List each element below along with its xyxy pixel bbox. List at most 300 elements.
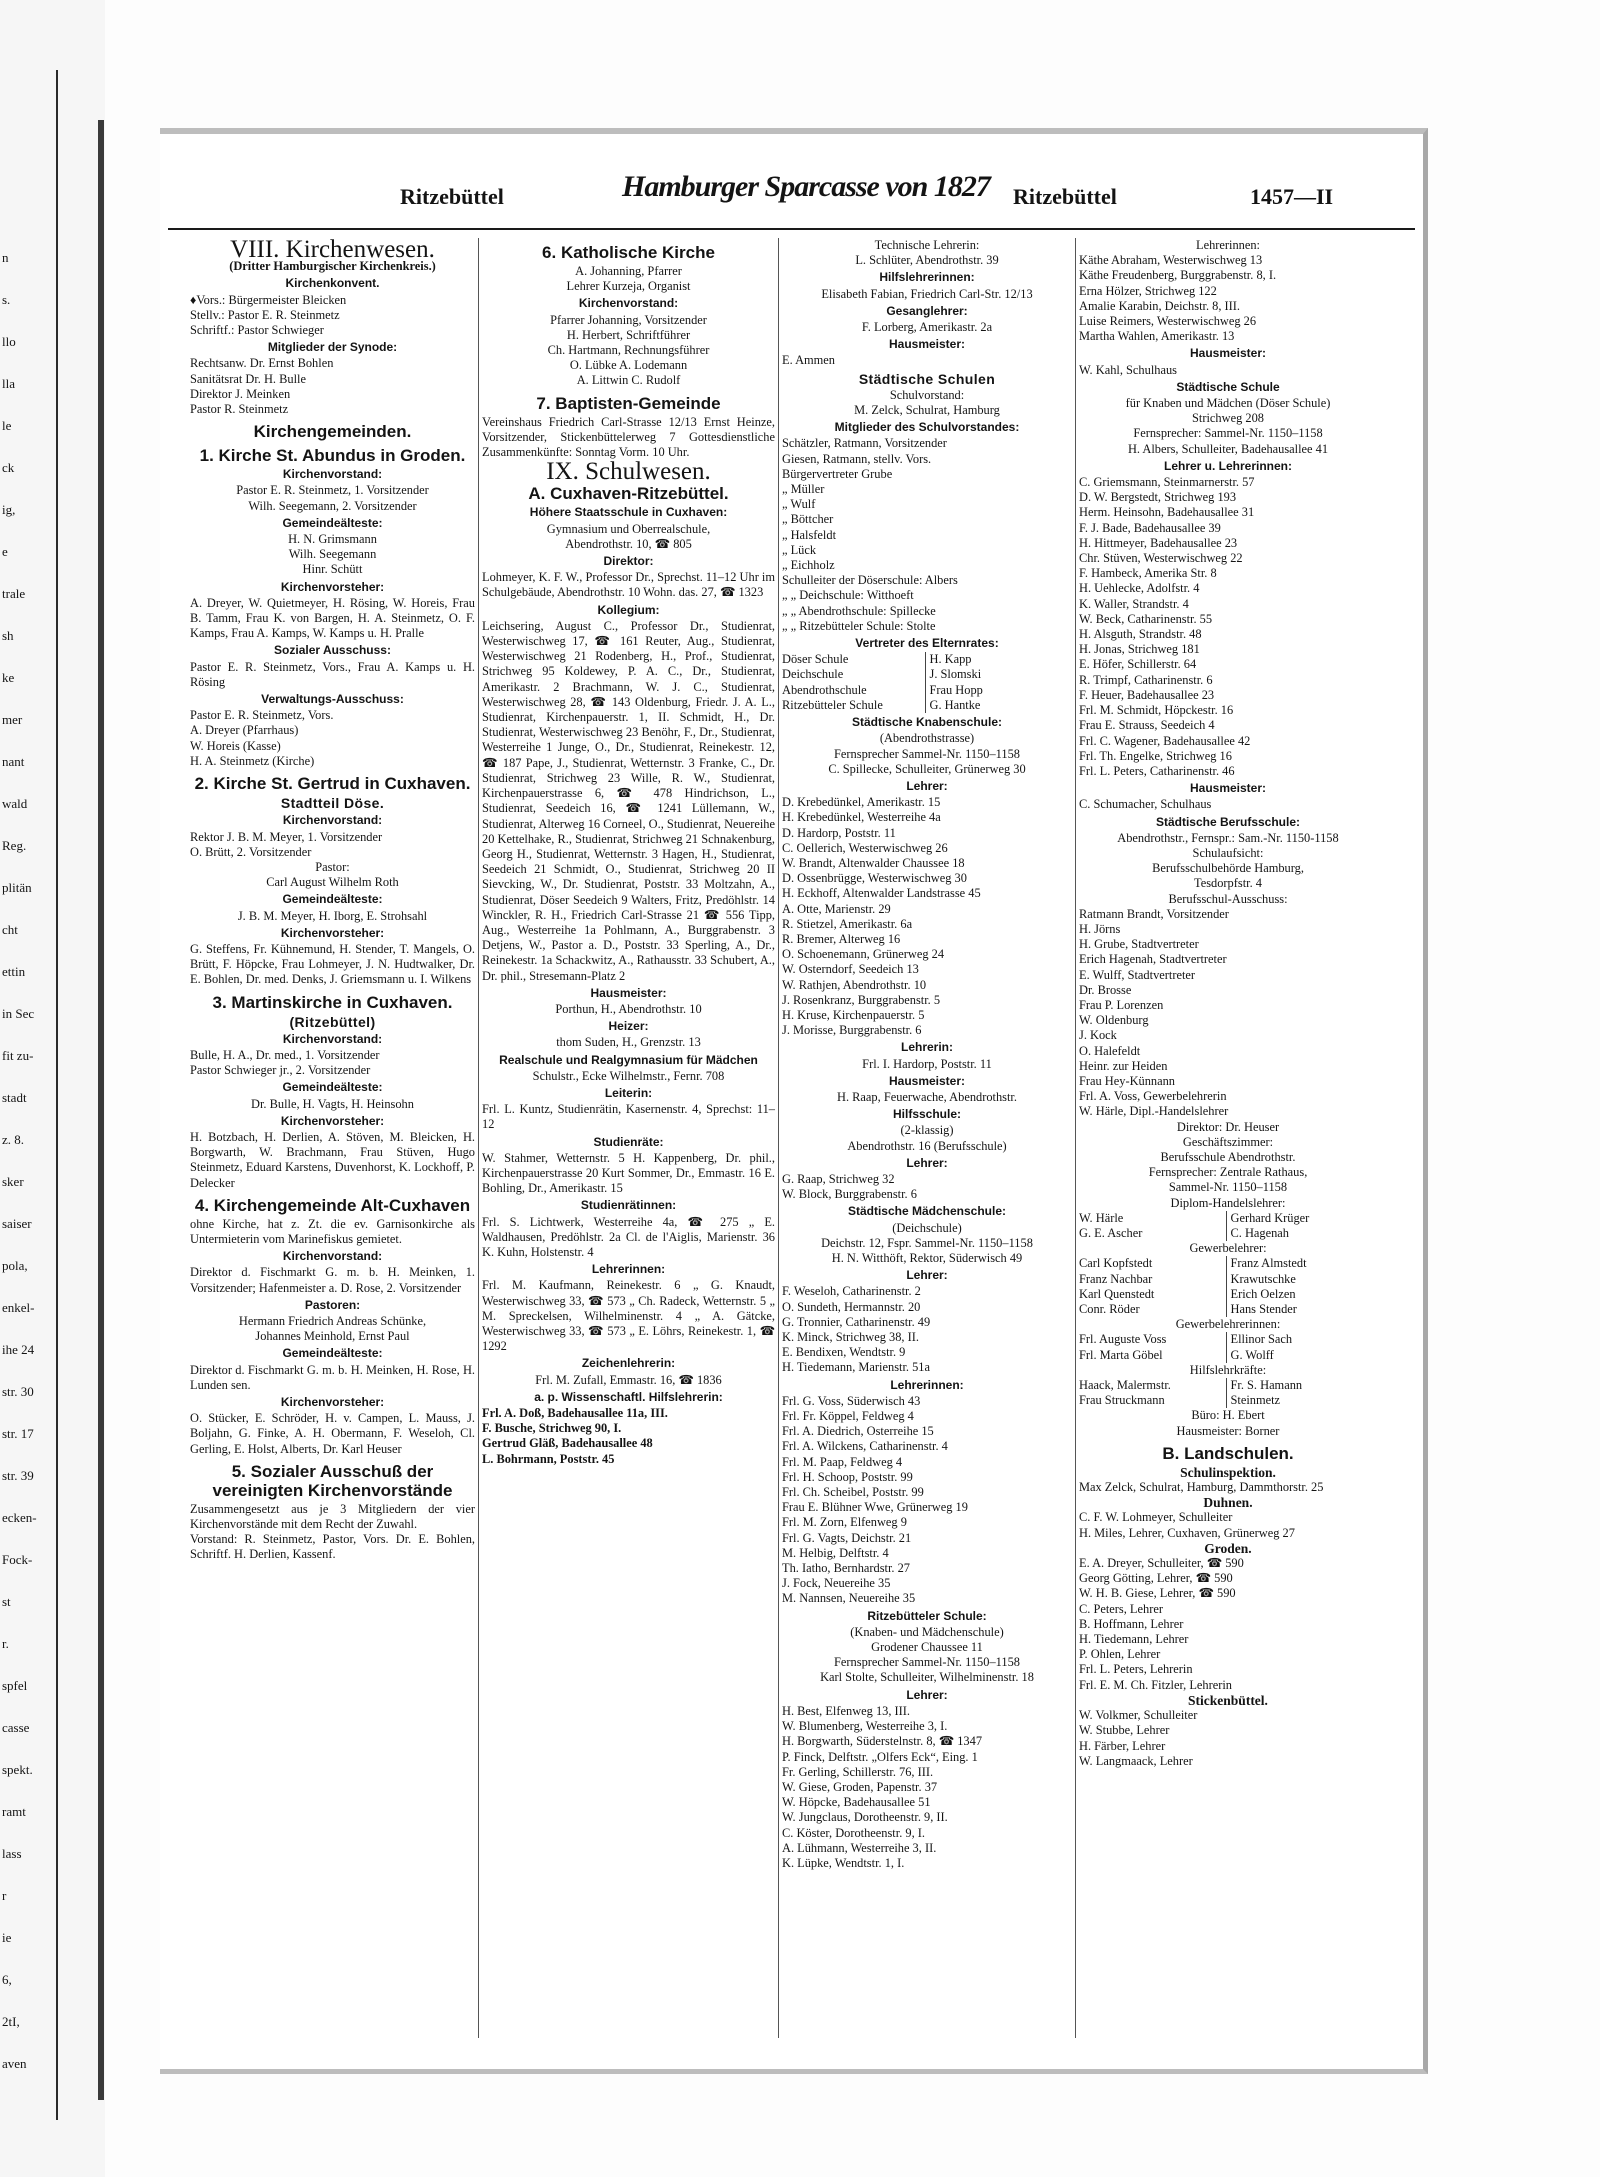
section-heading: Städtische Schule (1176, 379, 1280, 394)
list-item: Tesdorpfstr. 4 (1194, 876, 1262, 891)
left-page-margin (0, 0, 105, 2177)
text-line: Porthun, H., Abendrothstr. 10 (555, 1001, 702, 1016)
list-item: Berufsschulbehörde Hamburg, (1152, 861, 1304, 876)
list-item: H. N. Witthöft, Rektor, Süderwisch 49 (831, 1251, 1023, 1265)
list-item: F. J. Bade, Badehausallee 39 (1079, 520, 1221, 535)
gutter-fragment: ie (2, 1930, 12, 1945)
list-row (782, 698, 1072, 713)
gutter-fragment: sh (2, 628, 14, 643)
list-item: Fernsprecher Sammel-Nr. 1150–1158 (834, 746, 1020, 761)
list-item: H. A. Steinmetz (Kirche) (190, 753, 315, 768)
list-item: W. H. B. Giese, Lehrer, ☎ 590 (1079, 1586, 1236, 1601)
text-list (482, 264, 775, 294)
list-item: Herm. Heinsohn, Badehausallee 31 (1079, 505, 1255, 520)
list-cell: G. E. Ascher (1079, 1226, 1143, 1240)
section-heading: Hilfslehrerinnen: (879, 270, 975, 285)
paragraph: Zusammengesetzt aus je 3 Mitgliedern der vier Kirchenvorstände mit dem Recht der Zuwahl. (190, 1501, 475, 1532)
text-line: Carl August Wilhelm Roth (266, 875, 399, 890)
gutter-fragment: ihe 24 (2, 1342, 35, 1357)
gutter-fragment: in Sec (2, 1006, 35, 1021)
list-item: Frl. Th. Engelke, Strichweg 16 (1079, 748, 1232, 763)
label: Schulvorstand: (889, 387, 965, 402)
section-heading: Lehrerinnen: (890, 1377, 964, 1392)
label: Diplom-Handelslehrer: (1170, 1195, 1286, 1210)
two-column-list (1079, 1378, 1377, 1408)
text-list (482, 313, 775, 389)
list-item: Fernsprecher: Zentrale Rathaus, (1148, 1165, 1308, 1180)
section-heading: Vertreter des Elternrates: (855, 636, 999, 651)
list-cell: Frau Struckmann (1079, 1393, 1165, 1408)
section-heading: Kirchenvorstand: (282, 813, 383, 828)
list-item: Frl. G. Vagts, Deichstr. 21 (782, 1530, 912, 1545)
list-item: Pfarrer Johanning, Vorsitzender (550, 312, 707, 327)
list-item: W. Rathjen, Abendrothstr. 10 (782, 977, 927, 992)
list-item: Frl. E. M. Ch. Fitzler, Lehrerin (1079, 1677, 1232, 1692)
list-item: H. Hittmeyer, Badehausallee 23 (1079, 535, 1238, 550)
text-list (782, 1221, 1072, 1267)
list-item: F. Hambeck, Amerika Str. 8 (1079, 566, 1217, 581)
paragraph: Frl. S. Lichtwerk, Westerreihe 4a, ☎ 275 „ E. Waldhausen, Predöhlstr. 2a Cl. de l'Aiglis, Marienstr. 36 K. Kuhn, Holstenstr. 4 (482, 1214, 775, 1259)
list-item: Rektor J. B. M. Meyer, 1. Vorsitzender (190, 829, 383, 844)
gutter-fragment: e (2, 544, 8, 559)
section-title: 5. Sozialer Ausschuß der vereinigten Kirchenvorstände (212, 1461, 453, 1500)
gutter-fragment: ck (2, 460, 15, 475)
label: Gewerbelehrerinnen: (1175, 1317, 1281, 1332)
section-subtitle: Stadtteil Döse. (280, 795, 385, 812)
section-heading: Städtische Berufsschule: (1155, 814, 1301, 829)
gutter-fragment: str. 30 (2, 1384, 34, 1399)
list-cell: Ellinor Sach (1226, 1332, 1378, 1347)
list-item: Chr. Stüven, Westerwischweg 22 (1079, 551, 1243, 566)
list-cell: Karl Quenstedt (1079, 1286, 1155, 1301)
paragraph: A. Dreyer, W. Quietmeyer, H. Rösing, W. Horeis, Frau B. Tamm, Frau K. von Bargen, H. A. Steinmetz, O. F. Kamps, Frau A. Kamps, W. Kamps u. H. Pralle (190, 595, 475, 641)
text-line: E. Ammen (782, 353, 835, 368)
list-cell: Franz Nachbar (1079, 1271, 1153, 1286)
text-list (1079, 253, 1377, 344)
text-list (782, 795, 1072, 1038)
list-item: E. Höfer, Schillerstr. 64 (1079, 657, 1197, 672)
text-line: W. Kahl, Schulhaus (1079, 362, 1177, 377)
list-item: Amalie Karabin, Deichstr. 8, III. (1079, 298, 1241, 313)
list-cell: Frl. Auguste Voss (1079, 1332, 1167, 1347)
list-item: Hermann Friedrich Andreas Schünke, (238, 1313, 427, 1328)
label: Hilfslehrkräfte: (1189, 1362, 1267, 1377)
list-item: Pastor Schwieger jr., 2. Vorsitzender (190, 1063, 371, 1078)
list-item: W. Härle, Dipl.-Handelslehrer (1079, 1104, 1229, 1119)
paragraph: Frl. M. Kaufmann, Reinekestr. 6 „ G. Knaudt, Westerwischweg 33, ☎ 573 „ Ch. Radeck, Wetternstr. 5 „ M. Spreckelsen, Wilhelminenstr. 4 „ A. Gätcke, Westerwischweg 33, ☎ 573 „ E. Löhrs, Reinekestr. 1, ☎ 1292 (482, 1278, 775, 1354)
section-subtitle: (Ritzebüttel) (289, 1013, 376, 1030)
list-item: H. Herbert, Schriftführer (566, 327, 691, 342)
list-row (1079, 1272, 1377, 1287)
list-item: H. Borgwarth, Süderstelnstr. 8, ☎ 1347 (782, 1734, 983, 1749)
list-item: W. Langmaack, Lehrer (1079, 1753, 1193, 1768)
section-heading: Hausmeister: (1189, 346, 1267, 361)
list-item: A. Dreyer (Pfarrhaus) (190, 723, 299, 738)
text-list (782, 1284, 1072, 1375)
section-title: 3. Martinskirche in Cuxhaven. (212, 992, 453, 1012)
list-item: K. Lüpke, Wendtstr. 1, I. (782, 1855, 905, 1870)
list-item: „ Eichholz (782, 558, 835, 573)
column-2 (482, 238, 775, 1467)
list-item: F. Heuer, Badehausallee 23 (1079, 687, 1215, 702)
list-item: Pastor R. Steinmetz (190, 402, 289, 417)
section-heading: Mitglieder der Synode: (267, 340, 398, 355)
list-item: H. Alsguth, Strandstr. 48 (1079, 627, 1202, 642)
list-item: W. Block, Burggrabenstr. 6 (782, 1187, 917, 1202)
label: Technische Lehrerin: (874, 238, 980, 252)
section-heading: Gesanglehrer: (886, 303, 968, 318)
text-list (482, 1406, 775, 1467)
section-heading: Städtische Mädchenschule: (847, 1204, 1007, 1219)
two-column-list (1079, 1332, 1377, 1362)
text-line: Frl. I. Hardorp, Poststr. 11 (862, 1056, 992, 1071)
text-list (190, 293, 475, 339)
list-item: „ Wulf (782, 497, 816, 512)
section-heading: Kirchenvorsteher: (280, 925, 385, 940)
list-item: H. N. Grimsmann (288, 532, 377, 547)
list-item: W. Jungclaus, Dorotheenstr. 9, II. (782, 1810, 948, 1825)
chapter-title: VIII. Kirchenwesen. (230, 236, 435, 263)
list-cell: G. Hantke (925, 698, 1073, 713)
paragraph: Leichsering, August C., Professor Dr., Studienrat, Westerwischweg 17, ☎ 161 Reuter, Aug., Studienrat, Westerwischweg 21 Rodenberg, H., Prof., Studienrat, Strichweg 95 Koldewey, P. A. C., Dr., Studienrat, Amerikastr. 2 Brachmann, W. J. C., Studienrat, Westerwischweg 28, ☎ 143 Oldenburg, Friedr. J. A. L., Studienrat, Kirchenpauerstr. 1, II. Schmidt, H., Dr. Studienrat, Westerwischweg 23 Benöhr, F., Dr., Studienrat, Westerreihe 1 Junge, O., Dr., Studienrat, Reinekestr. 12, ☎ 187 Pape, J., Studienrat, Wetternstr. 3 Franke, C., Dr. Studienrat, Strichweg 23 Wille, R. W., Studienrat, Kirchenpauerstrasse 6, ☎ 478 Hindrichson, L., Studienrat, Seedeich 16, ☎ 1241 Lüllemann, W., Studienrat, Alterweg 16 Corneel, O., Studienrat, Neuereihe 20 Kettelhake, R., Studienrat, Strichweg 21 Schnakenburg, Georg H., Studienrat, Wetternstr. 3 Hagen, H., Studienrat, Seedeich 21 Schmidt, O., Studienrat, Strichweg 20 II Sievcking, W., Dr. Studienrat, Poststr. 33 Moltzahn, A., Studienrat, Döser Seedeich 9 Walters, Fritz, Predöhlstr. 14 Winckler, R. H., Friedrich Carl-Strasse 21 ☎ 556 Tipp, Aug., Westerreihe 1a Pohlmann, A., Burggrabenstr. 3 Detjens, W., Pastor a. D., Poststr. 33 Sperling, A., Dr., Reinekestr. 1a Schackwitz, A., Rathausstr. 33 Schubert, A., Dr. phil., Stresemann-Platz 2 (482, 618, 775, 983)
text-list (190, 1314, 475, 1344)
gutter-fragment: ke (2, 670, 15, 685)
list-item: H. Tiedemann, Marienstr. 51a (782, 1360, 930, 1375)
list-item: R. Stietzel, Amerikastr. 6a (782, 916, 913, 931)
list-item: (Deichschule) (892, 1220, 962, 1235)
list-item: D. Krebedünkel, Amerikastr. 15 (782, 795, 941, 810)
text-list (1079, 861, 1377, 891)
section-heading: Gemeindeälteste: (282, 1080, 383, 1095)
text-list (782, 1394, 1072, 1607)
list-item: Johannes Meinhold, Ernst Paul (255, 1329, 410, 1344)
column-divider (778, 238, 779, 2038)
list-item: Frl. A. Doß, Badehausallee 11a, III. (482, 1406, 668, 1421)
list-item: „ Halsfeldt (782, 527, 837, 542)
column-divider (478, 238, 479, 2038)
list-item: D. W. Bergstedt, Strichweg 193 (1079, 490, 1237, 505)
list-item: Erich Hagenah, Stadtvertreter (1079, 952, 1227, 967)
list-item: O. Sundeth, Hermannstr. 20 (782, 1299, 921, 1314)
list-item: C. Oellerich, Westerwischweg 26 (782, 840, 948, 855)
list-item: Frl. A. Diedrich, Osterreihe 15 (782, 1424, 934, 1439)
list-item: Abendrothstr. 16 (Berufsschule) (847, 1138, 1007, 1153)
section-heading: Lehrer u. Lehrerinnen: (1163, 458, 1293, 473)
gutter-fragment: pola, (2, 1258, 28, 1273)
list-item: Martha Wahlen, Amerikastr. 13 (1079, 329, 1235, 344)
list-row (1079, 1211, 1377, 1226)
gutter-fragment: ramt (2, 1804, 26, 1819)
section-heading: Zeichenlehrerin: (581, 1356, 676, 1371)
list-item: W. Oldenburg (1079, 1013, 1149, 1028)
section-heading: Hausmeister: (590, 985, 667, 1000)
header-rule (168, 228, 1415, 230)
paragraph: Frl. L. Kuntz, Studienrätin, Kasernenstr. 4, Sprechst: 11–12 (482, 1102, 775, 1132)
section-title: 6. Katholische Kirche (542, 243, 715, 262)
paragraph: Pastor E. R. Steinmetz, Vors., Frau A. Kamps u. H. Rösing (190, 659, 475, 689)
section-heading: Lehrerinnen: (591, 1262, 666, 1277)
list-row (782, 683, 1072, 698)
list-item: M. Nannsen, Neuereihe 35 (782, 1591, 916, 1606)
section-heading: Pastoren: (304, 1297, 361, 1312)
text-line: Büro: H. Ebert (1191, 1408, 1265, 1423)
list-cell: Deichschule (782, 667, 844, 682)
paragraph: O. Stücker, E. Schröder, H. v. Campen, L. Mauss, J. Boljahn, G. Finke, A. H. Obermann, F. Weseloh, Cl. Gerling, E. Holst, Alberts, Dr. Karl Heuser (190, 1411, 475, 1456)
list-item: J. Fock, Neuereihe 35 (782, 1576, 891, 1591)
list-item: O. Lübke A. Lodemann (569, 358, 688, 373)
list-item: J. Rosenkranz, Burggrabenstr. 5 (782, 992, 941, 1007)
gutter-fragment: str. 17 (2, 1426, 34, 1441)
list-item: A. Littwin C. Rudolf (576, 373, 681, 388)
gutter-fragment: plitän (2, 880, 32, 895)
section-heading: Groden. (1204, 1540, 1252, 1556)
list-item: Frl. L. Peters, Catharinenstr. 46 (1079, 763, 1235, 778)
gutter-fragment: fit zu- (2, 1048, 34, 1063)
text-line: C. Schumacher, Schulhaus (1079, 797, 1212, 812)
text-list (482, 522, 775, 552)
section-heading: Studienräte: (593, 1134, 664, 1149)
list-row (782, 652, 1072, 667)
list-item: Direktor J. Meinken (190, 386, 291, 401)
text-list (190, 830, 475, 860)
section-heading: Lehrer: (906, 1155, 948, 1170)
list-item: H. Best, Elfenweg 13, III. (782, 1703, 911, 1718)
list-item: Deichstr. 12, Fspr. Sammel-Nr. 1150–1158 (821, 1235, 1033, 1250)
text-list (190, 1048, 475, 1078)
list-item: Frau P. Lorenzen (1079, 997, 1164, 1012)
list-item: Fr. Gerling, Schillerstr. 76, III. (782, 1764, 934, 1779)
gutter-fragment: ecken- (2, 1510, 37, 1525)
list-row (1079, 1348, 1377, 1363)
gutter-fragment: spekt. (2, 1762, 33, 1777)
section-heading: Kirchenvorsteher: (280, 1395, 385, 1409)
section-heading: Kirchenvorstand: (578, 296, 679, 311)
list-item: H. Uehlecke, Adolfstr. 4 (1079, 581, 1200, 596)
label: Schulaufsicht: (1192, 845, 1264, 860)
list-item: Frl. Fr. Köppel, Feldweg 4 (782, 1409, 914, 1424)
list-item: A. Otte, Marienstr. 29 (782, 901, 891, 916)
text-line: Direktor: Dr. Heuser (1176, 1119, 1280, 1134)
gutter-fragment: Reg. (2, 838, 27, 853)
list-cell: Fr. S. Hamann (1226, 1378, 1378, 1393)
list-row (1079, 1287, 1377, 1302)
text-line: Elisabeth Fabian, Friedrich Carl-Str. 12/13 (821, 286, 1033, 301)
list-item: A. Johanning, Pfarrer (575, 264, 682, 278)
list-cell: W. Härle (1079, 1210, 1124, 1225)
list-item: Hinr. Schütt (302, 562, 363, 577)
page-header (160, 168, 1423, 224)
list-item: W. Blumenberg, Westerreihe 3, I. (782, 1719, 948, 1734)
list-item: C. Spillecke, Schulleiter, Grünerweg 30 (828, 761, 1026, 776)
section-heading: Kirchenvorsteher: (280, 1113, 385, 1128)
list-cell: H. Kapp (925, 652, 1073, 667)
list-item: A. Lühmann, Westerreihe 3, II. (782, 1840, 937, 1855)
column-4 (1079, 238, 1377, 1769)
text-list (1079, 907, 1377, 1120)
list-item: O. Brütt, 2. Vorsitzender (190, 844, 312, 859)
text-list (190, 532, 475, 578)
list-item: H. Grube, Stadtvertreter (1079, 937, 1199, 952)
paragraph: ohne Kirche, hat z. Zt. die ev. Garnisonkirche als Untermieterin vom Marinefiskus gemietet. (190, 1216, 475, 1246)
section-heading: Städtische Knabenschule: (851, 715, 1003, 730)
section-title: 1. Kirche St. Abundus in Groden. (199, 446, 466, 466)
list-item: Schulleiter der Döserschule: Albers (782, 573, 958, 588)
text-list (782, 1123, 1072, 1153)
section-heading: Hausmeister: (1189, 781, 1267, 796)
list-item: C. Griemsmann, Steinmarnerstr. 57 (1079, 475, 1255, 490)
list-item: Dr. Brosse (1079, 982, 1132, 997)
text-list (190, 483, 475, 513)
text-list (782, 1625, 1072, 1686)
list-item: J. Kock (1079, 1028, 1117, 1043)
section-heading: Gemeindeälteste: (282, 892, 383, 907)
gutter-fragment: 6, (2, 1972, 12, 1987)
column-divider (1075, 238, 1076, 2038)
list-cell: Hans Stender (1226, 1302, 1378, 1317)
list-item: D. Ossenbrügge, Westerwischweg 30 (782, 871, 967, 886)
list-item: H. Tiedemann, Lehrer (1079, 1632, 1189, 1647)
section-heading: Stickenbüttel. (1188, 1692, 1268, 1708)
list-cell: Haack, Malermstr. (1079, 1378, 1171, 1393)
list-item: Käthe Abraham, Westerwischweg 13 (1079, 253, 1263, 268)
text-line: F. Lorberg, Amerikastr. 2a (861, 320, 993, 335)
list-item: Frau E. Strauss, Seedeich 4 (1079, 718, 1215, 733)
list-item: Frl. A. Voss, Gewerbelehrerin (1079, 1089, 1227, 1104)
list-row (1079, 1256, 1377, 1271)
section-heading: Schulinspektion. (1180, 1464, 1276, 1480)
list-item: D. Hardorp, Poststr. 11 (782, 825, 896, 840)
section-title: Kirchengemeinden. (253, 422, 412, 442)
list-item: Frl. M. Schmidt, Höpckestr. 16 (1079, 703, 1234, 718)
text-list (1079, 1708, 1377, 1769)
gutter-fragment: s. (2, 292, 11, 307)
list-item: Schriftf.: Pastor Schwieger (190, 323, 324, 338)
list-item: ♦Vors.: Bürgermeister Bleicken (190, 292, 347, 307)
list-cell: C. Hagenah (1226, 1226, 1378, 1241)
gutter-fragment: lass (2, 1846, 22, 1861)
list-item: K. Minck, Strichweg 38, II. (782, 1330, 919, 1345)
list-item: E. Bendixen, Wendtstr. 9 (782, 1345, 906, 1360)
paragraph: Vereinshaus Friedrich Carl-Strasse 12/13 Ernst Heinze, Vorsitzender, Stickenbüttelerweg 7 Gottesdienstliche Zusammenkünfte: Sonntag Vorm. 10 Uhr. (482, 414, 775, 460)
paragraph: Lohmeyer, K. F. W., Professor Dr., Sprechst. 11–12 Uhr im Schulgebäude, Abendrothstr. 10 Wohn. das. 27, ☎ 1323 (482, 570, 775, 600)
list-item: „ Böttcher (782, 512, 834, 527)
list-item: H. Jonas, Strichweg 181 (1079, 642, 1200, 657)
two-column-list (1079, 1211, 1377, 1241)
gutter-fragment: r. (2, 1636, 9, 1651)
text-list (782, 436, 1072, 634)
section-heading: Ritzebütteler Schule: (867, 1608, 987, 1623)
list-item: Erna Hölzer, Strichweg 122 (1079, 283, 1217, 298)
text-line: M. Zelck, Schulrat, Hamburg (854, 403, 1000, 418)
section-heading: Verwaltungs-Ausschuss: (261, 692, 404, 707)
section-heading: Hausmeister: (888, 1073, 966, 1088)
label: Pastor: (315, 859, 350, 874)
text-list (1079, 475, 1377, 779)
list-item: Wilh. Seegemann (288, 547, 377, 562)
section-heading: Lehrerin: (900, 1040, 953, 1055)
list-item: Frl. C. Wagener, Badehausallee 42 (1079, 733, 1251, 748)
list-item: H. Miles, Lehrer, Cuxhaven, Grünerweg 27 (1079, 1525, 1295, 1540)
list-item: L. Bohrmann, Poststr. 45 (482, 1451, 615, 1466)
gutter-fragment: trale (2, 586, 26, 601)
list-item: G. Tronnier, Catharinenstr. 49 (782, 1314, 931, 1329)
section-heading: Sozialer Ausschuss: (274, 643, 391, 658)
section-title: B. Landschulen. (1162, 1443, 1294, 1463)
list-item: W. Osterndorf, Seedeich 13 (782, 962, 919, 977)
gutter-fragment: sker (2, 1174, 24, 1189)
list-item: W. Höpcke, Badehausallee 51 (782, 1795, 931, 1810)
header-place-right: Ritzebüttel (1013, 184, 1117, 209)
text-line: Abendrothstr., Fernspr.: Sam.-Nr. 1150-1158 (1117, 830, 1339, 845)
list-row (1079, 1226, 1377, 1241)
paragraph: Direktor d. Fischmarkt G. m. b. H. Meinken, 1. Vorsitzender; Hafenmeister a. D. Rose, 2. Vorsitzender (190, 1265, 475, 1295)
list-item: Giesen, Ratmann, stellv. Vors. (782, 451, 932, 466)
list-item: Th. Iatho, Bernhardstr. 27 (782, 1561, 911, 1576)
list-cell: Ritzebütteler Schule (782, 697, 883, 712)
list-cell: Abendrothschule (782, 682, 867, 697)
list-row (1079, 1332, 1377, 1347)
section-title: A. Cuxhaven-Ritzebüttel. (528, 484, 729, 504)
list-item: (Abendrothstrasse) (879, 731, 975, 746)
text-line: Schulstr., Ecke Wilhelmstr., Fernr. 708 (532, 1068, 725, 1083)
list-cell: Gerhard Krüger (1226, 1211, 1378, 1226)
section-heading: Realschule und Realgymnasium für Mädchen (499, 1052, 758, 1067)
column-3 (782, 238, 1072, 1871)
list-item: „ „ Ritzebütteler Schule: Stolte (782, 618, 936, 633)
section-heading: Gemeindeälteste: (282, 1346, 383, 1361)
section-heading: Lehrer: (906, 1687, 948, 1702)
gutter-fragment: r (2, 1888, 7, 1903)
list-cell: Carl Kopfstedt (1079, 1256, 1153, 1271)
section-title: 4. Kirchengemeinde Alt-Cuxhaven (194, 1195, 471, 1215)
text-line: Dr. Bulle, H. Vagts, H. Heinsohn (251, 1096, 414, 1111)
section-heading: Mitglieder des Schulvorstandes: (834, 420, 1020, 435)
text-line: Hausmeister: Borner (1176, 1423, 1280, 1438)
list-item: Bürgervertreter Grube (782, 466, 893, 481)
section-heading: Duhnen. (1203, 1495, 1253, 1511)
list-item: „ Müller (782, 482, 825, 497)
text-list (1079, 1556, 1377, 1693)
list-item: (2-klassig) (900, 1123, 954, 1138)
section-heading: a. p. Wissenschaftl. Hilfslehrerin: (534, 1389, 723, 1404)
paragraph: W. Stahmer, Wetternstr. 5 H. Kappenberg, Dr. phil., Kirchenpauerstrasse 20 Kurt Sommer, Dr., Emmastr. 16 E. Bohling, Dr., Amerikastr. 15 (482, 1150, 775, 1196)
list-item: F. Busche, Strichweg 90, I. (482, 1421, 622, 1436)
list-item: C. Peters, Lehrer (1079, 1601, 1163, 1616)
gutter-fragment: z. 8. (2, 1132, 25, 1147)
binding-shadow (98, 120, 104, 2100)
list-item: Gertrud Gläß, Badehausallee 48 (482, 1436, 653, 1451)
list-item: Frl. L. Peters, Lehrerin (1079, 1662, 1193, 1677)
section-heading: Lehrer: (906, 778, 948, 793)
list-item: Frl. M. Zorn, Elfenweg 9 (782, 1515, 907, 1530)
gutter-fragment: lla (2, 376, 15, 391)
header-place-left: Ritzebüttel (400, 184, 504, 209)
list-item: O. Halefeldt (1079, 1043, 1141, 1058)
list-item: Frl. H. Schoop, Poststr. 99 (782, 1469, 913, 1484)
column-1 (190, 238, 475, 1563)
gutter-fragment: spfel (2, 1678, 28, 1693)
list-item: Strichweg 208 (1192, 411, 1264, 426)
paragraph: Direktor d. Fischmarkt G. m. b. H. Meinken, H. Rose, H. Lunden sen. (190, 1362, 475, 1392)
list-item: G. Raap, Strichweg 32 (782, 1171, 895, 1186)
list-item: „ „ Deichschule: Witthoeft (782, 588, 914, 603)
list-item: Wilh. Seegemann, 2. Vorsitzender (248, 498, 417, 513)
list-item: R. Trimpf, Catharinenstr. 6 (1079, 672, 1213, 687)
list-item: Frl. G. Voss, Süderwisch 43 (782, 1393, 921, 1408)
list-item: H. Eckhoff, Altenwalder Landstrasse 45 (782, 886, 981, 901)
list-item: Abendrothstr. 10, ☎ 805 (565, 536, 692, 551)
list-item: H. Krebedünkel, Westerreihe 4a (782, 810, 941, 825)
